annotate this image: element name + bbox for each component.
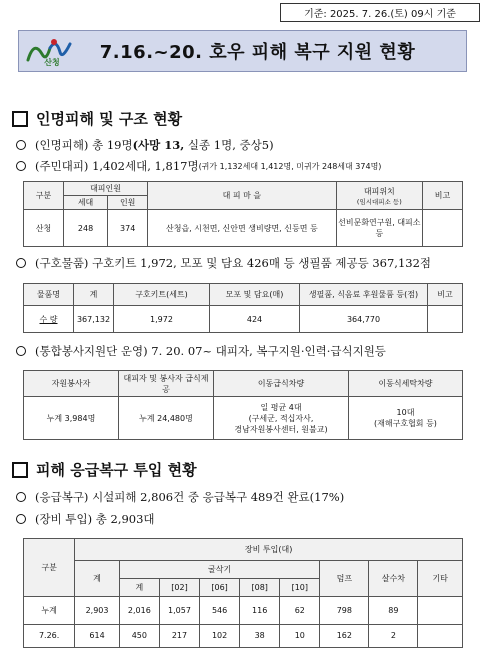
table-row: 누계 2,903 2,016 1,057 546 116 62 798 89 [24,597,463,625]
logo-text: 산청 [44,58,60,67]
square-bullet-icon [12,111,28,127]
volunteer-table [23,370,463,440]
col-remark: 비고 [423,182,463,210]
col-households: 세대 [63,196,107,210]
circle-bullet-icon [16,346,26,356]
table-header-row: 자원봉사자 대피자 및 봉사자 급식제공 이동급식차량 이동식세탁차량 [24,371,463,397]
evacuation-table [23,181,463,247]
title-banner [18,30,467,72]
table-row: 누계 3,984명 누계 24,480명 일 평균 4대 (구세군, 적십자사, 경남자원봉사센터, 원불교) 10대 (재해구호협회 등) [24,397,463,440]
reference-date: 기준: 2025. 7. 26.(토) 09시 기준 [280,3,480,22]
circle-bullet-icon [16,140,26,150]
bullet-casualties: (인명피해) 총 19명 (사망 13, 실종 1명, 중상5) [16,137,274,153]
col-dump: 덤프 [320,561,369,597]
section-heading-casualties: 인명피해 및 구조 현황 [12,108,182,129]
col-evacuees: 대피인원 [63,182,147,196]
table-row: 수 량 367,132 1,972 424 364,770 [24,306,463,333]
bullet-relief: (구호물품) 구호키트 1,972, 모포 및 담요 426매 등 생필품 제공등 367,132점 [16,255,431,271]
bullet-equipment: (장비 투입) 총 2,903대 [16,511,155,527]
col-sprinkler: 살수차 [369,561,418,597]
food-truck-cell: 일 평균 4대 (구세군, 적십자사, 경남자원봉사센터, 원불교) [214,397,349,440]
col-villages: 대 피 마 을 [148,182,336,210]
equipment-table: 구분 장비 투입(대) 계 굴삭기 덤프 살수차 기타 계 [02] [06] [08] [10] 누계 2,903 2,016 1,057 546 116 62 798 89 7.26. 614 450 217 102 38 10 162 2 [23,538,463,648]
col-persons: 인원 [108,196,148,210]
square-bullet-icon [12,462,28,478]
laundry-truck-cell: 10대 (재해구호협회 등) [349,397,463,440]
relief-table [23,283,463,333]
bullet-evacuees: (주민대피) 1,402세대, 1,817명 (귀가 1,132세대 1,412명, 미귀가 248세대 374명) [16,158,381,174]
col-region: 구분 [24,182,64,210]
page-title: 7.16.~20. 호우 피해 복구 지원 현황 [99,42,416,63]
col-equipment: 장비 투입(대) [75,539,463,561]
col-excavator: 굴삭기 [119,561,320,579]
circle-bullet-icon [16,258,26,268]
col-location: 대피위치 (임시대피소 등) [336,182,422,210]
bullet-facility: (응급복구) 시설피해 2,806건 중 응급복구 489건 완료(17%) [16,489,344,505]
sancheong-logo [23,33,79,69]
circle-bullet-icon [16,514,26,524]
table-header-row: 물품명 계 구호키트(세트) 모포 및 담요(매) 생필품, 식음료 후원물품 등(점) 비고 [24,284,463,306]
circle-bullet-icon [16,492,26,502]
bullet-volunteer: (통합봉사지원단 운영) 7. 20. 07~ 대피자, 복구지원·인력·급식지원등 [16,343,386,359]
circle-bullet-icon [16,161,26,171]
table-row: 산청 248 374 산청읍, 시천면, 신안면 생비량면, 신등면 등 선비문화연구원, 대피소 등 [24,210,463,247]
table-row: 7.26. 614 450 217 102 38 10 162 2 [24,624,463,647]
col-type: 구분 [24,539,75,597]
section-heading-recovery: 피해 응급복구 투입 현황 [12,459,197,480]
col-total: 계 [75,561,120,597]
col-other: 기타 [418,561,463,597]
